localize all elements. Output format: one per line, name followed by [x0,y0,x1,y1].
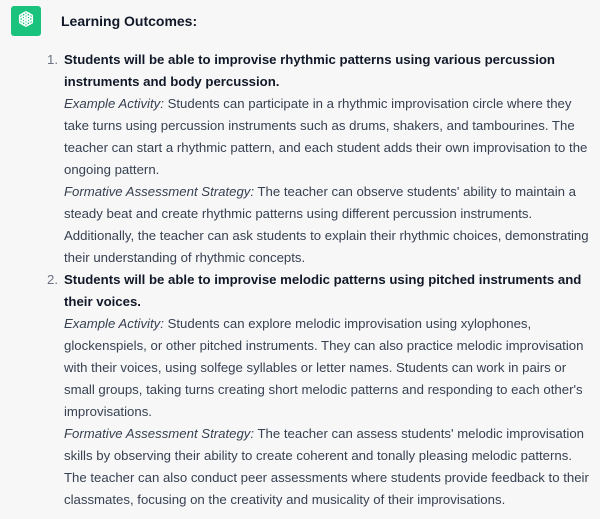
learning-outcomes-list [47,49,594,511]
assessment-strategy-label: Formative Assessment Strategy: [64,426,255,441]
assessment-strategy-text: The teacher can assess students' melodic improvisation skills by observing their ability to create coherent and tonally pleasing melodic patterns. The teacher can also conduct peer assessments where students provide feedback to their classmates, focusing on the creativity and musicality of their improvisations. [64,426,589,507]
list-item-number: 1. [47,52,58,67]
list-item [47,49,594,269]
assessment-strategy [64,181,594,269]
outcome-objective: Students will be able to improvise melodic patterns using pitched instruments and their voices. [64,272,582,309]
example-activity-text: Students can participate in a rhythmic improvisation circle where they take turns using percussion instruments such as drums, shakers, and tambourines. The teacher can start a rhythmic pattern, and each student adds their own improvisation to the ongoing pattern. [64,96,588,177]
example-activity-text: Students can explore melodic improvisation using xylophones, glockenspiels, or other pitched instruments. They can also practice melodic improvisation with their voices, using solfege syllables or letter names. Students can work in pairs or small groups, taking turns creating short melodic patterns and responding to each other's improvisations. [64,316,584,419]
example-activity [64,313,594,423]
assessment-strategy-text: The teacher can observe students' ability to maintain a steady beat and create rhythmic patterns using different percussion instruments. Additionally, the teacher can ask students to explain their rhythmic choices, demonstrating their understanding of rhythmic concepts. [64,184,589,265]
assessment-strategy [64,423,594,511]
example-activity-label: Example Activity: [64,316,164,331]
list-item-number: 2. [47,272,58,287]
assistant-avatar [11,6,41,36]
openai-logo-icon [16,9,36,34]
assessment-strategy-label: Formative Assessment Strategy: [64,184,255,199]
example-activity [64,93,594,181]
list-item [47,269,594,511]
outcome-objective: Students will be able to improvise rhythmic patterns using various percussion instruments and body percussion. [64,52,555,89]
example-activity-label: Example Activity: [64,96,164,111]
message-heading: Learning Outcomes: [61,13,198,29]
